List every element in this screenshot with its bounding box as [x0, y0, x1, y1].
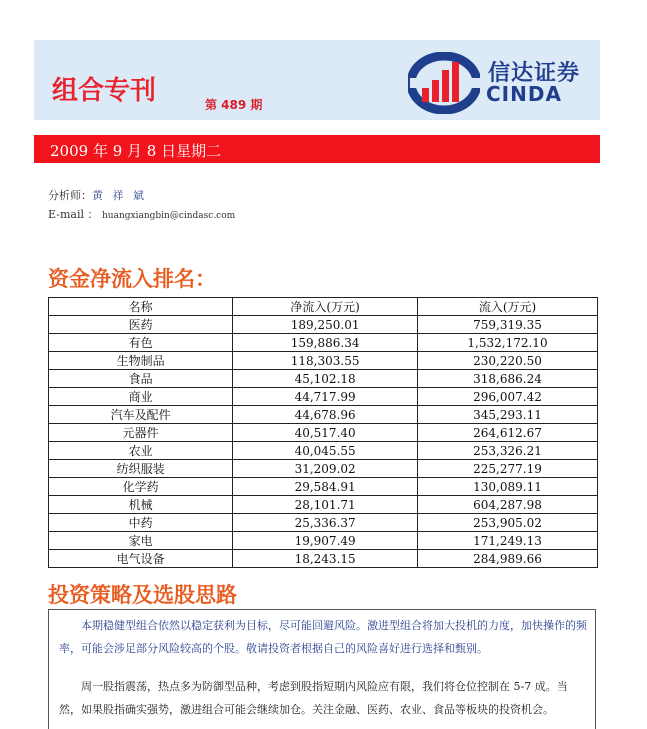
strategy-paragraph: 本期稳健型组合依然以稳定获利为目标，尽可能回避风险。激进型组合将加大投机的力度，加快操作的频率，可能会涉足部分风险较高的个股。敬请投资者根据自己的风险喜好进行选择和甄别。	[59, 619, 587, 655]
net-inflow-cell: 40,045.55	[233, 442, 418, 460]
inflow-cell: 264,612.67	[418, 424, 598, 442]
sector-name-cell: 纺织服装	[49, 460, 233, 478]
inflow-cell: 253,905.02	[418, 514, 598, 532]
net-inflow-cell: 19,907.49	[233, 532, 418, 550]
sector-name-cell: 家电	[49, 532, 233, 550]
table-row	[49, 370, 598, 388]
net-inflow-cell: 45,102.18	[233, 370, 418, 388]
strategy-section-title: 投资策略及选股思路	[48, 583, 237, 607]
strategy-box	[48, 609, 596, 729]
inflow-cell: 296,007.42	[418, 388, 598, 406]
column-header-net-inflow: 净流入(万元)	[233, 298, 418, 316]
issue-number: 第 489 期	[205, 98, 263, 112]
net-inflow-cell: 44,678.96	[233, 406, 418, 424]
sector-name-cell: 农业	[49, 442, 233, 460]
inflow-cell: 253,326.21	[418, 442, 598, 460]
table-row	[49, 514, 598, 532]
analyst-name: 黄 祥 斌	[92, 189, 147, 202]
sector-name-cell: 生物制品	[49, 352, 233, 370]
inflow-cell: 345,293.11	[418, 406, 598, 424]
table-row	[49, 496, 598, 514]
table-row	[49, 334, 598, 352]
logo-en-text: CINDA	[486, 82, 562, 106]
inflow-table	[48, 297, 598, 568]
sector-name-cell: 化学药	[49, 478, 233, 496]
cinda-logo	[408, 52, 583, 114]
inflow-cell: 230,220.50	[418, 352, 598, 370]
sector-name-cell: 机械	[49, 496, 233, 514]
net-inflow-cell: 40,517.40	[233, 424, 418, 442]
inflow-cell: 1,532,172.10	[418, 334, 598, 352]
sector-name-cell: 中药	[49, 514, 233, 532]
inflow-cell: 171,249.13	[418, 532, 598, 550]
table-row	[49, 478, 598, 496]
sector-name-cell: 电气设备	[49, 550, 233, 568]
inflow-cell: 284,989.66	[418, 550, 598, 568]
net-inflow-cell: 159,886.34	[233, 334, 418, 352]
net-inflow-cell: 18,243.15	[233, 550, 418, 568]
cinda-logo-icon	[408, 52, 480, 114]
inflow-section-title: 资金净流入排名：	[48, 267, 216, 291]
email-address[interactable]: huangxiangbin@cindasc.com	[101, 211, 236, 221]
sector-name-cell: 商业	[49, 388, 233, 406]
table-row	[49, 460, 598, 478]
sector-name-cell: 汽车及配件	[49, 406, 233, 424]
net-inflow-cell: 28,101.71	[233, 496, 418, 514]
net-inflow-cell: 118,303.55	[233, 352, 418, 370]
inflow-cell: 225,277.19	[418, 460, 598, 478]
table-row	[49, 442, 598, 460]
column-header-name: 名称	[49, 298, 233, 316]
analyst-line	[48, 187, 147, 203]
net-inflow-cell: 31,209.02	[233, 460, 418, 478]
inflow-cell: 604,287.98	[418, 496, 598, 514]
column-header-inflow: 流入(万元)	[418, 298, 598, 316]
inflow-cell: 318,686.24	[418, 370, 598, 388]
sector-name-cell: 元器件	[49, 424, 233, 442]
table-header-row	[49, 298, 598, 316]
table-row	[49, 352, 598, 370]
sector-name-cell: 有色	[49, 334, 233, 352]
analyst-label: 分析师：	[48, 189, 92, 202]
doc-title: 组合专刊	[52, 76, 157, 106]
sector-name-cell: 食品	[49, 370, 233, 388]
email-label: E-mail ：	[48, 208, 99, 221]
table-row	[49, 532, 598, 550]
date-bar	[34, 135, 600, 163]
table-row	[49, 388, 598, 406]
net-inflow-cell: 189,250.01	[233, 316, 418, 334]
table-row	[49, 424, 598, 442]
table-row	[49, 550, 598, 568]
net-inflow-cell: 44,717.99	[233, 388, 418, 406]
logo-cn-text: 信达证券	[488, 61, 581, 86]
net-inflow-cell: 25,336.37	[233, 514, 418, 532]
table-row	[49, 406, 598, 424]
table-row	[49, 316, 598, 334]
date-text: 2009 年 9 月 8 日星期二	[50, 142, 222, 160]
inflow-cell: 759,319.35	[418, 316, 598, 334]
email-line	[48, 206, 235, 222]
inflow-table-body	[49, 316, 598, 568]
inflow-cell: 130,089.11	[418, 478, 598, 496]
net-inflow-cell: 29,584.91	[233, 478, 418, 496]
strategy-paragraph: 周一股指震荡，热点多为防御型品种，考虑到股指短期内风险应有限，我们将仓位控制在 5-7 成。当然，如果股指确实强势，激进组合可能会继续加仓。关注金融、医药、农业、食品等板块的投资机会。	[59, 680, 568, 716]
sector-name-cell: 医药	[49, 316, 233, 334]
